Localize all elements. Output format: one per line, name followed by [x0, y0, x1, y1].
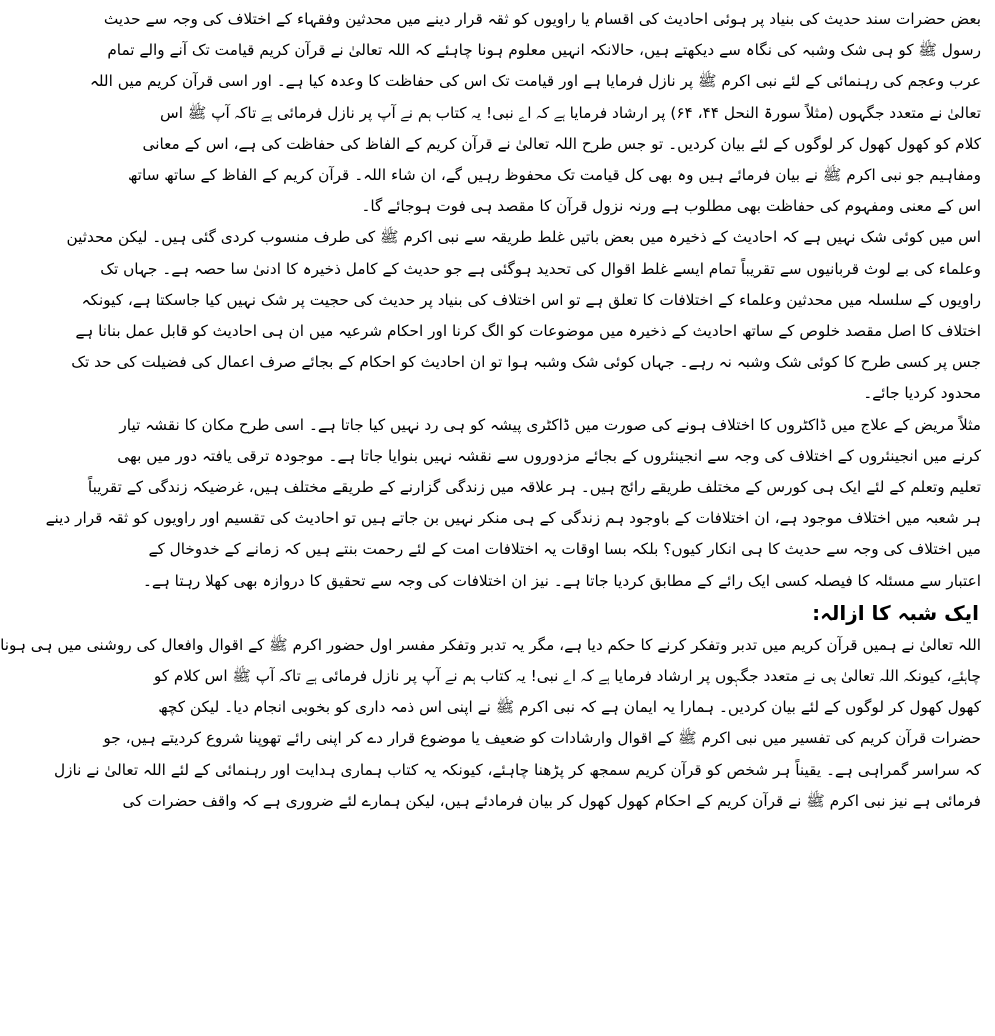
- text-line: کہ سراسر گمراہی ہے۔ یقیناً ہر شخص کو قرآن کریم سمجھ کر پڑھنا چاہئے، کیونکہ یہ کتاب ہماری ہدایت اور رہنمائی کے لئے اللہ تعالیٰ نے نازل: [54, 760, 981, 779]
- text-line: ہر شعبہ میں اختلاف موجود ہے، ان اختلافات کے باوجود ہم زندگی کے ہی منکر نہیں بن جاتے ہیں تو احادیث کی تقسیم اور راویوں کو ثقہ قرار دینے: [45, 509, 981, 528]
- text-line: ومفاہیم جو نبی اکرم ﷺ نے بیان فرمائے ہیں وہ بھی کل قیامت تک محفوظ رہیں گے، ان شاء اللہ۔ قرآن کریم کے الفاظ کے ساتھ ساتھ: [128, 166, 981, 185]
- paragraph-narrators-difference: [66, 222, 981, 409]
- text-line: عرب وعجم کی رہنمائی کے لئے نبی اکرم ﷺ پر نازل فرمایا ہے اور قیامت تک اس کی حفاظت کا وعدہ کیا ہے۔ اور اسی قرآن کریم میں اللہ: [89, 72, 981, 91]
- text-line: اس کے معنی ومفہوم کی حفاظت بھی مطلوب ہے ورنہ نزول قرآن کا مقصد ہی فوت ہوجائے گا۔: [361, 197, 981, 216]
- text-line: اختلاف کا اصل مقصد خلوص کے ساتھ احادیث کے ذخیرہ میں موضوعات کو الگ کرنا اور احکام شرعیہ میں ان ہی احادیث کو قابل عمل بنانا ہے: [75, 322, 981, 341]
- text-line: اس میں کوئی شک نہیں ہے کہ احادیث کے ذخیرہ میں بعض باتیں غلط طریقہ سے نبی اکرم ﷺ کی طرف منسوب کردی گئی ہیں۔ لیکن محدثین: [66, 228, 981, 247]
- paragraph-examples: [45, 410, 981, 597]
- section-heading: ایک شبہ کا ازالہ:: [812, 600, 979, 625]
- text-line: راویوں کے سلسلہ میں محدثین وعلماء کے اختلافات کا تعلق ہے تو اس اختلاف کی بنیاد پر حدیث کی حجیت پر شک نہیں کیا جاسکتا ہے، کیونکہ: [81, 290, 981, 309]
- text-line: چاہئے، کیونکہ اللہ تعالیٰ ہی نے متعدد جگہوں پر ارشاد فرمایا ہے کہ اے نبی! یہ کتاب ہم نے آپ پر نازل فرمائی ہے تاکہ آپ ﷺ اس کلام کو: [153, 667, 981, 686]
- text-line: وعلماء کی بے لوث قربانیوں سے تقریباً تمام ایسے غلط اقوال کی تحدید ہوگئی ہے جو حدیث کے کامل ذخیرہ کا ادنیٰ سا حصہ ہے۔ جہاں تک: [100, 259, 981, 278]
- text-line: جس پر کسی طرح کا کوئی شک وشبہ نہ رہے۔ جہاں کوئی شک وشبہ ہوا تو ان احادیث کو احکام کے بجائے صرف اعمال کی فضیلت کی حد تک: [71, 353, 981, 372]
- text-line: کلام کو کھول کھول کر لوگوں کے لئے بیان کردیں۔ تو جس طرح اللہ تعالیٰ نے قرآن کریم کے الفاظ کی حفاظت کی ہے، اس کے معانی: [142, 134, 981, 153]
- text-line: اعتبار سے مسئلہ کا فیصلہ کسی ایک رائے کے مطابق کردیا جاتا ہے۔ نیز ان اختلافات کی وجہ سے تحقیق کا دروازہ بھی کھلا رہتا ہے۔: [142, 571, 981, 590]
- text-line: رسول ﷺ کو ہی شک وشبہ کی نگاہ سے دیکھتے ہیں، حالانکہ انہیں معلوم ہونا چاہئے کہ اللہ تعالیٰ نے قرآن کریم قیامت تک آنے والے تمام: [107, 41, 981, 60]
- paragraph-hadith-doubt: [89, 4, 981, 222]
- paragraph-doubt-removal: [0, 630, 981, 817]
- text-line: کھول کھول کر لوگوں کے لئے بیان کردیں۔ ہمارا یہ ایمان ہے کہ نبی اکرم ﷺ نے اپنی اس ذمہ داری کو بخوبی انجام دیا۔ لیکن کچھ: [158, 698, 981, 717]
- text-line: اللہ تعالیٰ نے ہمیں قرآن کریم میں تدبر وتفکر کرنے کا حکم دیا ہے، مگر یہ تدبر وتفکر مفسر اول حضور اکرم ﷺ کے اقوال وافعال کی روشنی میں ہی ہونا: [0, 635, 981, 654]
- text-line: حضرات قرآن کریم کی تفسیر میں نبی اکرم ﷺ کے اقوال وارشادات کو ضعیف یا موضوع قرار دے کر اپنی رائے تھوپنا شروع کردیتے ہیں، جو: [103, 729, 981, 748]
- text-line: تعالیٰ نے متعدد جگہوں (مثلاً سورۃ النحل ۴۴، ۶۴) پر ارشاد فرمایا ہے کہ اے نبی! یہ کتاب ہم نے آپ پر نازل فرمائی ہے تاکہ آپ ﷺ اس: [160, 103, 981, 122]
- text-line: محدود کردیا جائے۔: [863, 384, 981, 403]
- text-line: مثلاً مریض کے علاج میں ڈاکٹروں کا اختلاف ہونے کی صورت میں ڈاکٹری پیشہ کو ہی رد نہیں کیا جاتا ہے۔ اسی طرح مکان کا نقشہ تیار: [119, 415, 981, 434]
- text-line: کرنے میں انجینئروں کے اختلاف کی وجہ سے انجینئروں کے بجائے مزدوروں سے نقشہ نہیں بنوایا جاتا ہے۔ موجودہ ترقی یافتہ دور میں بھی: [117, 446, 981, 465]
- text-line: تعلیم وتعلم کے لئے ایک ہی کورس کے مختلف طریقے رائج ہیں۔ ہر علاقہ میں زندگی گزارنے کے طریقے مختلف ہیں، غرضیکہ زندگی کے تقریباً: [87, 478, 981, 497]
- text-line: میں اختلاف کی وجہ سے حدیث کا ہی انکار کیوں؟ بلکہ بسا اوقات یہ اختلافات امت کے لئے رحمت بنتے ہیں کہ زمانے کے خدوخال کے: [148, 540, 981, 559]
- text-line: بعض حضرات سند حدیث کی بنیاد پر ہوئی احادیث کی اقسام یا راویوں کو ثقہ قرار دینے میں محدثین وفقہاء کے اختلاف کی وجہ سے حدیث: [103, 10, 981, 28]
- text-line: فرمائی ہے نیز نبی اکرم ﷺ نے قرآن کریم کے احکام کھول کھول کر بیان فرمادئے ہیں، لیکن ہمارے لئے ضروری ہے کہ واقف حضرات کی: [122, 791, 981, 810]
